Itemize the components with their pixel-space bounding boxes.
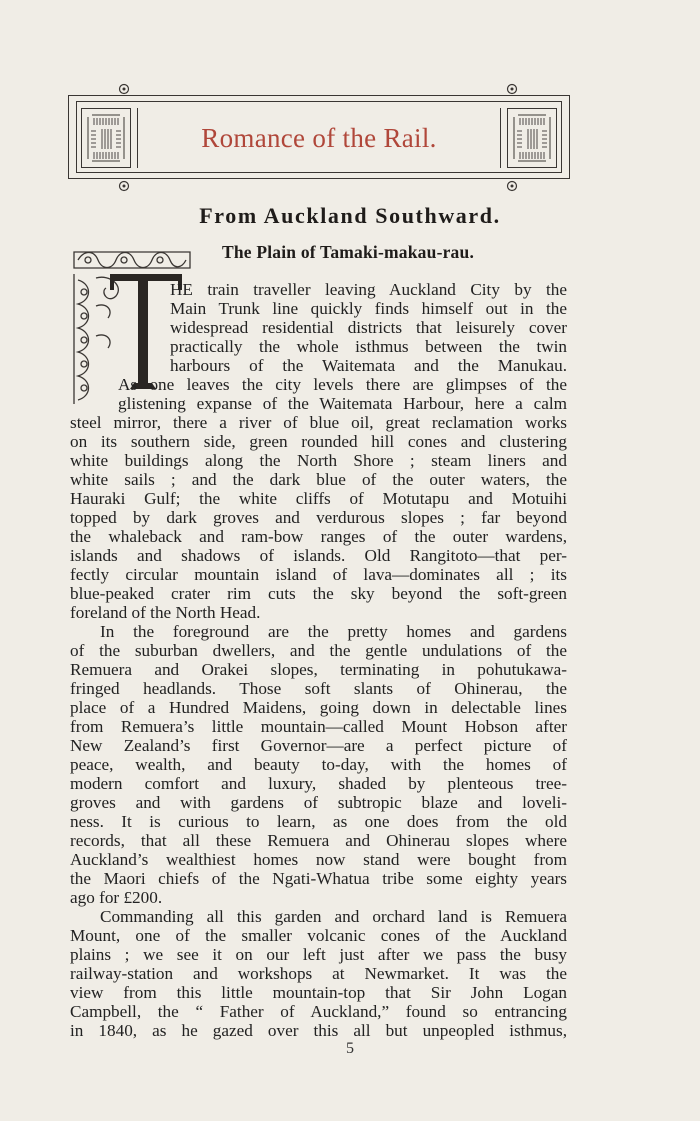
text-line: glistening expanse of the Waitemata Harbour, here a calm: [118, 394, 567, 413]
text-line: place of a Hundred Maidens, going down in delectable lines: [70, 698, 567, 717]
text-line: New Zealand’s first Governor—are a perfect picture of: [70, 736, 567, 755]
text-line: Main Trunk line quickly finds himself out in the: [170, 299, 567, 318]
frame-ornament-icon: [505, 180, 519, 192]
header-ornament-left: [81, 108, 131, 168]
text-line: on its southern side, green rounded hill cones and clustering: [70, 432, 567, 451]
text-line: peace, wealth, and beauty to-day, with the homes of: [70, 755, 567, 774]
text-line: blue-peaked crater rim cuts the sky beyond the soft-green: [70, 584, 567, 603]
text-line: topped by dark groves and verdurous slopes ; far beyond: [70, 508, 567, 527]
text-line: ago for £200.: [70, 888, 163, 907]
header-title-panel: [137, 108, 501, 168]
text-line: in 1840, as he gazed over this all but unpeopled isthmus,: [70, 1021, 567, 1040]
section-title: The Plain of Tamaki-makau-rau.: [222, 242, 475, 262]
text-line: steel mirror, there a river of blue oil, great reclamation works: [70, 413, 567, 432]
header-frame: [68, 95, 570, 179]
text-line: of the suburban dwellers, and the gentle undulations of the: [70, 641, 567, 660]
text-line: Auckland’s wealthiest homes now stand were bought from: [70, 850, 567, 869]
text-line: harbours of the Waitemata and the Manukau.: [170, 356, 567, 375]
text-line: fringed headlands. Those soft slants of Ohinerau, the: [70, 679, 567, 698]
header-ornament-right: [507, 108, 557, 168]
series-title: Romance of the Rail.: [201, 122, 437, 153]
text-line: practically the whole isthmus between the twin: [170, 337, 567, 356]
text-line: the whaleback and ram-bow ranges of the outer wardens,: [70, 527, 567, 546]
frame-ornament-icon: [505, 83, 519, 95]
grille-ornament-icon: [508, 109, 556, 167]
grille-ornament-icon: [82, 109, 130, 167]
text-line: white sails ; and the dark blue of the outer waters, the: [70, 470, 567, 489]
text-line: records, that all these Remuera and Ohinerau slopes where: [70, 831, 567, 850]
text-line: HE train traveller leaving Auckland City by the: [170, 280, 567, 299]
text-line: Hauraki Gulf; the white cliffs of Motutapu and Motuihi: [70, 489, 567, 508]
text-line: groves and with gardens of subtropic blaze and loveli-: [70, 793, 567, 812]
text-line: widespread residential districts that leisurely cover: [170, 318, 567, 337]
text-line: islands and shadows of islands. Old Rangitoto—that per-: [70, 546, 567, 565]
text-line: As one leaves the city levels there are glimpses of the: [118, 375, 567, 394]
text-line: foreland of the North Head.: [70, 603, 261, 622]
text-line: the Maori chiefs of the Ngati-Whatua tribe some eighty years: [70, 869, 567, 888]
header-inner-border: [76, 101, 562, 173]
text-line: Mount, one of the smaller volcanic cones of the Auckland: [70, 926, 567, 945]
text-line: white buildings along the North Shore ; steam liners and: [70, 451, 567, 470]
chapter-title: From Auckland Southward.: [199, 203, 501, 228]
page-number: 5: [346, 1040, 354, 1057]
text-line: Remuera and Orakei slopes, terminating in pohutukawa-: [70, 660, 567, 679]
text-line: from Remuera’s little mountain—called Mount Hobson after: [70, 717, 567, 736]
text-line: ness. It is curious to learn, as one does from the old: [70, 812, 567, 831]
text-line: plains ; we see it on our left just after we pass the busy: [70, 945, 567, 964]
frame-ornament-icon: [117, 83, 131, 95]
text-line: railway-station and workshops at Newmarket. It was the: [70, 964, 567, 983]
text-line: fectly circular mountain island of lava—dominates all ; its: [70, 565, 567, 584]
text-line: Commanding all this garden and orchard land is Remuera: [100, 907, 567, 926]
frame-ornament-icon: [117, 180, 131, 192]
text-line: view from this little mountain-top that Sir John Logan: [70, 983, 567, 1002]
text-line: Campbell, the “ Father of Auckland,” found so entrancing: [70, 1002, 567, 1021]
text-line: modern comfort and luxury, shaded by plenteous tree-: [70, 774, 567, 793]
text-line: In the foreground are the pretty homes and gardens: [100, 622, 567, 641]
